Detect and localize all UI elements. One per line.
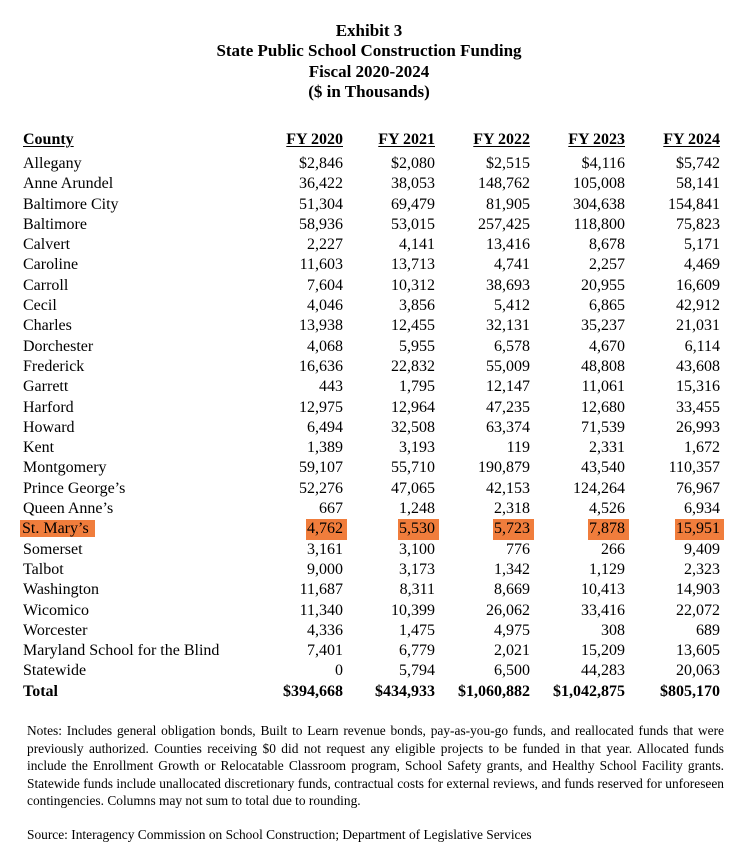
funding-value-cell: 47,235 bbox=[486, 398, 530, 416]
table-row bbox=[18, 357, 720, 377]
table-notes: Notes: Includes general obligation bonds, Built to Learn revenue bonds, pay-as-you-go funds, and reallocated funds that were previously authorized. Counties receiving $0 did not request any eligible projects to be funded in that year. Allocated funds include the Enrollment Growth or Relocatable Classroom program, School Safety grants, and Healthy School Facility grants. Statewide funds include unallocated discretionary funds, contractual costs for external reviews, and funds reserved for unforeseen contingencies. Columns may not sum to total due to rounding. bbox=[27, 723, 724, 809]
funding-value-cell: 47,065 bbox=[391, 479, 435, 497]
total-label: Total bbox=[23, 682, 58, 700]
total-cell: $394,668 bbox=[283, 682, 343, 700]
funding-value-cell: 48,808 bbox=[581, 357, 625, 375]
county-name-cell: Anne Arundel bbox=[23, 175, 114, 193]
column-header-county: County bbox=[23, 131, 74, 148]
county-name-cell: Kent bbox=[23, 439, 55, 457]
county-name-cell: Carroll bbox=[23, 276, 69, 294]
column-header-fy2024: FY 2024 bbox=[663, 131, 720, 148]
funding-value-cell: 11,340 bbox=[299, 601, 343, 619]
funding-value-cell: 2,331 bbox=[589, 439, 625, 457]
funding-value-cell: 14,903 bbox=[676, 581, 720, 599]
table-row bbox=[18, 377, 720, 397]
funding-value-cell: 5,794 bbox=[399, 662, 435, 680]
funding-value-cell: 0 bbox=[335, 662, 343, 680]
funding-value-cell: 76,967 bbox=[676, 479, 720, 497]
funding-value-cell: 776 bbox=[506, 540, 530, 558]
funding-value-cell: 119 bbox=[506, 439, 530, 457]
county-name-cell: Howard bbox=[23, 418, 75, 436]
funding-value-cell: $4,116 bbox=[581, 155, 625, 172]
funding-value-cell: 51,304 bbox=[299, 195, 343, 213]
funding-value-cell: 5,530 bbox=[343, 519, 435, 539]
table-row bbox=[18, 519, 720, 539]
funding-table bbox=[18, 126, 720, 702]
county-name-cell: Maryland School for the Blind bbox=[23, 642, 220, 660]
county-name-cell: Baltimore City bbox=[23, 195, 119, 213]
column-header-fy2022: FY 2022 bbox=[473, 131, 530, 148]
funding-value-cell: 3,193 bbox=[399, 439, 435, 457]
funding-value-cell: 1,342 bbox=[494, 560, 530, 578]
funding-value-cell: 71,539 bbox=[581, 418, 625, 436]
funding-value-cell: 42,153 bbox=[486, 479, 530, 497]
funding-value-cell: 5,412 bbox=[494, 297, 530, 315]
table-row bbox=[18, 215, 720, 235]
funding-value-cell: 7,878 bbox=[530, 519, 625, 539]
funding-value-cell: 9,409 bbox=[684, 540, 720, 558]
funding-value-cell: 26,993 bbox=[676, 418, 720, 436]
funding-value-cell: 308 bbox=[601, 621, 625, 639]
funding-value-cell: 2,323 bbox=[684, 560, 720, 578]
funding-value-cell: 2,318 bbox=[494, 500, 530, 518]
column-header-fy2021: FY 2021 bbox=[378, 131, 435, 148]
funding-value-cell: 53,015 bbox=[391, 215, 435, 233]
county-name-cell: Dorchester bbox=[23, 337, 94, 355]
funding-value-cell: 32,131 bbox=[486, 317, 530, 335]
county-name-cell: Cecil bbox=[23, 297, 57, 315]
funding-value-cell: 10,399 bbox=[391, 601, 435, 619]
table-row bbox=[18, 337, 720, 357]
funding-value-cell: 4,469 bbox=[684, 256, 720, 274]
funding-value-cell: 154,841 bbox=[668, 195, 720, 213]
exhibit-period: Fiscal 2020-2024 bbox=[308, 62, 430, 81]
table-row bbox=[18, 235, 720, 255]
funding-value-cell: 22,832 bbox=[391, 357, 435, 375]
county-name-cell: Allegany bbox=[23, 155, 82, 172]
column-header-fy2020: FY 2020 bbox=[286, 131, 343, 148]
funding-value-cell: 266 bbox=[601, 540, 625, 558]
funding-value-cell: 3,100 bbox=[399, 540, 435, 558]
funding-value-cell: $2,515 bbox=[486, 155, 530, 172]
funding-value-cell: 6,865 bbox=[589, 297, 625, 315]
table-row bbox=[18, 641, 720, 661]
county-name-cell: Harford bbox=[23, 398, 74, 416]
table-row bbox=[18, 398, 720, 418]
funding-value-cell: 58,936 bbox=[299, 215, 343, 233]
funding-value-cell: 3,856 bbox=[399, 297, 435, 315]
funding-value-cell: 12,147 bbox=[486, 378, 530, 396]
county-name-cell: Washington bbox=[23, 581, 100, 599]
table-row bbox=[18, 621, 720, 641]
funding-value-cell: 32,508 bbox=[391, 418, 435, 436]
funding-value-cell: 9,000 bbox=[307, 560, 343, 578]
funding-value-cell: 12,455 bbox=[391, 317, 435, 335]
funding-value-cell: 2,021 bbox=[494, 642, 530, 660]
table-row bbox=[18, 479, 720, 499]
funding-value-cell: 11,687 bbox=[299, 581, 343, 599]
county-name-cell: Talbot bbox=[23, 560, 64, 578]
funding-value-cell: 55,009 bbox=[486, 357, 530, 375]
total-cell: $1,060,882 bbox=[458, 682, 530, 700]
funding-value-cell: 81,905 bbox=[486, 195, 530, 213]
funding-value-cell: 38,693 bbox=[486, 276, 530, 294]
funding-value-cell: 6,500 bbox=[494, 662, 530, 680]
funding-value-cell: 58,141 bbox=[676, 175, 720, 193]
funding-value-cell: 1,248 bbox=[399, 500, 435, 518]
funding-value-cell: 4,975 bbox=[494, 621, 530, 639]
table-row bbox=[18, 438, 720, 458]
county-name-cell: St. Mary’s bbox=[18, 519, 252, 539]
funding-value-cell: 6,934 bbox=[684, 500, 720, 518]
funding-value-cell: 38,053 bbox=[391, 175, 435, 193]
source-note: Source: Interagency Commission on School Construction; Department of Legislative Services bbox=[27, 827, 532, 842]
table-row bbox=[18, 316, 720, 336]
funding-value-cell: 12,680 bbox=[581, 398, 625, 416]
county-name-cell: Montgomery bbox=[23, 459, 107, 477]
funding-value-cell: 2,227 bbox=[307, 236, 343, 254]
funding-value-cell: 44,283 bbox=[581, 662, 625, 680]
total-cell: $1,042,875 bbox=[553, 682, 625, 700]
county-name-cell: Statewide bbox=[23, 662, 87, 680]
table-row bbox=[18, 601, 720, 621]
funding-value-cell: 13,713 bbox=[391, 256, 435, 274]
table-row bbox=[18, 276, 720, 296]
funding-value-cell: 304,638 bbox=[573, 195, 625, 213]
table-header-row bbox=[18, 126, 720, 154]
funding-value-cell: 4,670 bbox=[589, 337, 625, 355]
funding-value-cell: 5,171 bbox=[684, 236, 720, 254]
funding-value-cell: 55,710 bbox=[391, 459, 435, 477]
county-name-cell: Baltimore bbox=[23, 215, 87, 233]
table-row bbox=[18, 540, 720, 560]
county-name-cell: Charles bbox=[23, 317, 72, 335]
funding-value-cell: 1,672 bbox=[684, 439, 720, 457]
funding-value-cell: 33,416 bbox=[581, 601, 625, 619]
funding-value-cell: 20,063 bbox=[676, 662, 720, 680]
funding-value-cell: 7,604 bbox=[307, 276, 343, 294]
table-row bbox=[18, 499, 720, 519]
table-row bbox=[18, 560, 720, 580]
table-row bbox=[18, 195, 720, 215]
funding-value-cell: 1,389 bbox=[307, 439, 343, 457]
table-row bbox=[18, 418, 720, 438]
funding-value-cell: 26,062 bbox=[486, 601, 530, 619]
county-name-cell: Caroline bbox=[23, 256, 79, 274]
exhibit-units: ($ in Thousands) bbox=[308, 82, 430, 101]
table-row bbox=[18, 154, 720, 174]
funding-value-cell: 6,494 bbox=[307, 418, 343, 436]
total-cell: $805,170 bbox=[660, 682, 720, 700]
county-name-cell: Calvert bbox=[23, 236, 71, 254]
funding-value-cell: 11,061 bbox=[581, 378, 625, 396]
funding-value-cell: 4,741 bbox=[494, 256, 530, 274]
funding-value-cell: 5,723 bbox=[435, 519, 530, 539]
funding-value-cell: 4,762 bbox=[252, 519, 343, 539]
exhibit-title: Exhibit 3 bbox=[335, 21, 403, 40]
funding-value-cell: 7,401 bbox=[307, 642, 343, 660]
funding-value-cell: 118,800 bbox=[573, 215, 625, 233]
county-name-cell: Queen Anne’s bbox=[23, 500, 114, 518]
funding-value-cell: $5,742 bbox=[676, 155, 720, 172]
funding-value-cell: 15,951 bbox=[625, 519, 720, 539]
funding-value-cell: 1,475 bbox=[399, 621, 435, 639]
funding-value-cell: 124,264 bbox=[573, 479, 625, 497]
total-row bbox=[18, 682, 720, 702]
table-row bbox=[18, 458, 720, 478]
table-row bbox=[18, 661, 720, 681]
table-row bbox=[18, 296, 720, 316]
funding-value-cell: 42,912 bbox=[676, 297, 720, 315]
funding-value-cell: 3,161 bbox=[307, 540, 343, 558]
county-name-cell: Worcester bbox=[23, 621, 88, 639]
county-name-cell: Garrett bbox=[23, 378, 69, 396]
funding-value-cell: 8,678 bbox=[589, 236, 625, 254]
funding-value-cell: 43,608 bbox=[676, 357, 720, 375]
funding-value-cell: 12,964 bbox=[391, 398, 435, 416]
funding-value-cell: 3,173 bbox=[399, 560, 435, 578]
funding-value-cell: 5,955 bbox=[399, 337, 435, 355]
funding-value-cell: 6,779 bbox=[399, 642, 435, 660]
funding-value-cell: 4,526 bbox=[589, 500, 625, 518]
funding-value-cell: 15,316 bbox=[676, 378, 720, 396]
funding-value-cell: 443 bbox=[319, 378, 343, 396]
funding-value-cell: $2,846 bbox=[299, 155, 343, 172]
funding-value-cell: 257,425 bbox=[478, 215, 530, 233]
funding-value-cell: 4,068 bbox=[307, 337, 343, 355]
funding-value-cell: 110,357 bbox=[668, 459, 720, 477]
funding-value-cell: 21,031 bbox=[676, 317, 720, 335]
funding-value-cell: 8,669 bbox=[494, 581, 530, 599]
funding-value-cell: 63,374 bbox=[486, 418, 530, 436]
funding-value-cell: 13,605 bbox=[676, 642, 720, 660]
funding-value-cell: 148,762 bbox=[478, 175, 530, 193]
funding-value-cell: $2,080 bbox=[391, 155, 435, 172]
funding-value-cell: 20,955 bbox=[581, 276, 625, 294]
county-name-cell: Somerset bbox=[23, 540, 83, 558]
table-row bbox=[18, 580, 720, 600]
funding-value-cell: 33,455 bbox=[676, 398, 720, 416]
funding-value-cell: 16,609 bbox=[676, 276, 720, 294]
county-name-cell: Frederick bbox=[23, 357, 85, 375]
exhibit-subtitle: State Public School Construction Funding bbox=[216, 41, 522, 60]
funding-value-cell: 10,413 bbox=[581, 581, 625, 599]
funding-value-cell: 4,141 bbox=[399, 236, 435, 254]
funding-value-cell: 190,879 bbox=[478, 459, 530, 477]
funding-value-cell: 6,578 bbox=[494, 337, 530, 355]
county-name-cell: Prince George’s bbox=[23, 479, 126, 497]
funding-value-cell: 43,540 bbox=[581, 459, 625, 477]
funding-value-cell: 11,603 bbox=[299, 256, 343, 274]
funding-value-cell: 12,975 bbox=[299, 398, 343, 416]
funding-value-cell: 105,008 bbox=[573, 175, 625, 193]
funding-value-cell: 69,479 bbox=[391, 195, 435, 213]
funding-value-cell: 689 bbox=[696, 621, 720, 639]
funding-value-cell: 1,795 bbox=[399, 378, 435, 396]
table-row bbox=[18, 174, 720, 194]
funding-value-cell: 16,636 bbox=[299, 357, 343, 375]
funding-value-cell: 36,422 bbox=[299, 175, 343, 193]
table-row bbox=[18, 255, 720, 275]
funding-value-cell: 8,311 bbox=[399, 581, 435, 599]
funding-value-cell: 4,336 bbox=[307, 621, 343, 639]
funding-value-cell: 6,114 bbox=[684, 337, 720, 355]
funding-value-cell: 35,237 bbox=[581, 317, 625, 335]
funding-value-cell: 10,312 bbox=[391, 276, 435, 294]
funding-value-cell: 2,257 bbox=[589, 256, 625, 274]
funding-value-cell: 15,209 bbox=[581, 642, 625, 660]
funding-value-cell: 13,416 bbox=[486, 236, 530, 254]
funding-value-cell: 1,129 bbox=[589, 560, 625, 578]
column-header-fy2023: FY 2023 bbox=[568, 131, 625, 148]
funding-value-cell: 52,276 bbox=[299, 479, 343, 497]
total-cell: $434,933 bbox=[375, 682, 435, 700]
funding-value-cell: 13,938 bbox=[299, 317, 343, 335]
county-name-cell: Wicomico bbox=[23, 601, 89, 619]
funding-value-cell: 4,046 bbox=[307, 297, 343, 315]
funding-value-cell: 59,107 bbox=[299, 459, 343, 477]
funding-value-cell: 22,072 bbox=[676, 601, 720, 619]
table-body bbox=[18, 154, 720, 682]
funding-value-cell: 667 bbox=[319, 500, 343, 518]
funding-value-cell: 75,823 bbox=[676, 215, 720, 233]
